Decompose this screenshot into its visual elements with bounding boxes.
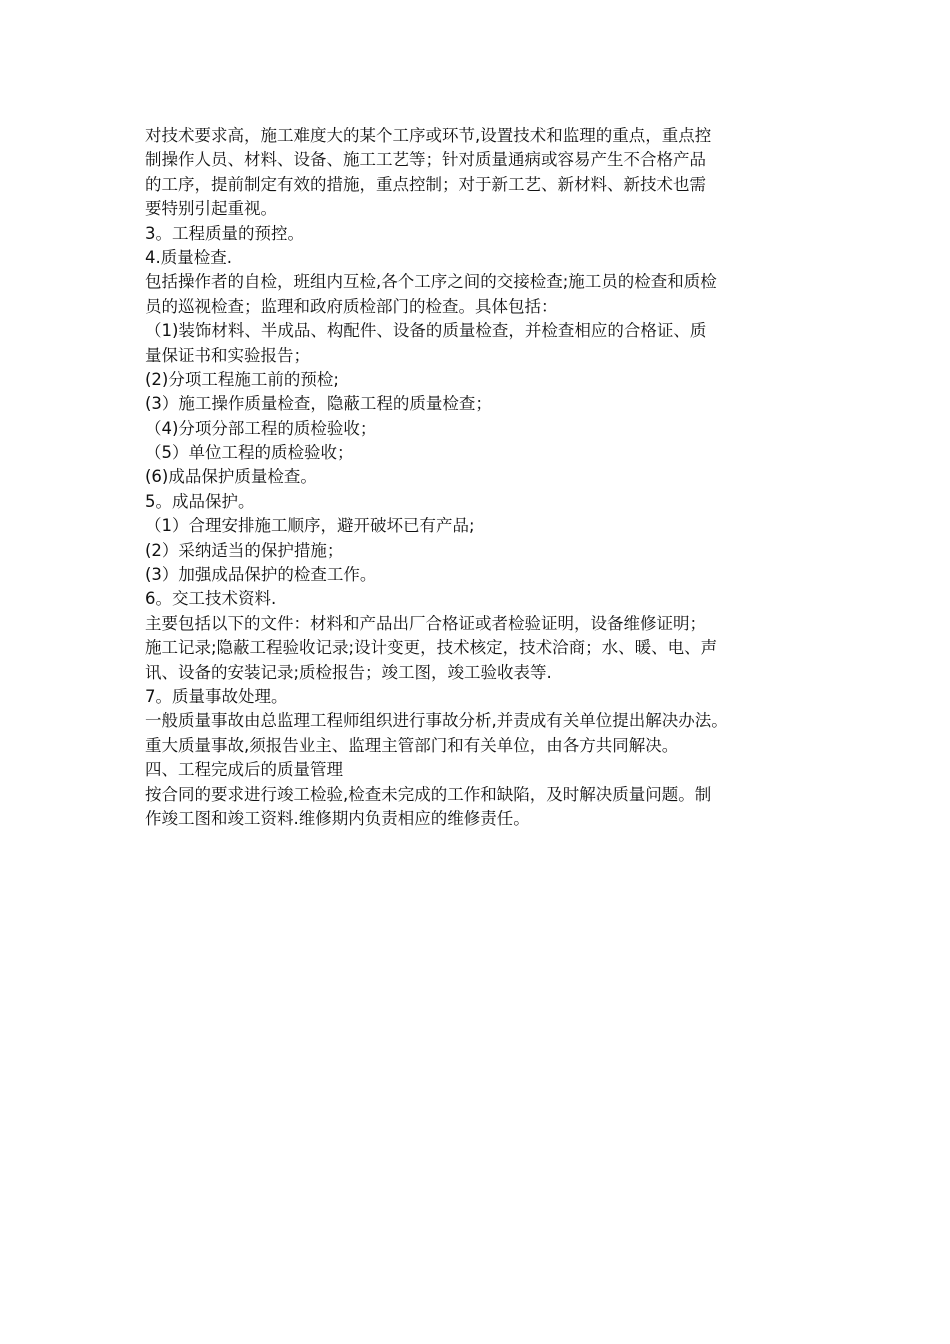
list-item: （5）单位工程的质检验收； xyxy=(145,443,354,463)
text-line: 按合同的要求进行竣工检验,检查未完成的工作和缺陷，及时解决质量问题。制 xyxy=(145,784,712,804)
text-line: 包括操作者的自检，班组内互检,各个工序之间的交接检查;施工员的检查和质检 xyxy=(145,272,717,292)
document-body xyxy=(145,124,825,831)
text-line: 主要包括以下的文件：材料和产品出厂合格证或者检验证明，设备维修证明； xyxy=(145,613,706,633)
list-item: （4)分项分部工程的质检验收； xyxy=(145,418,377,438)
list-item: (2)分项工程施工前的预检; xyxy=(145,369,339,389)
section-heading: 4.质量检查. xyxy=(145,247,232,267)
section-heading: 3。工程质量的预控。 xyxy=(145,223,304,243)
text-line: 作竣工图和竣工资料.维修期内负责相应的维修责任。 xyxy=(145,808,530,828)
text-line: 制操作人员、材料、设备、施工工艺等；针对质量通病或容易产生不合格产品 xyxy=(145,150,706,170)
text-line: 员的巡视检查；监理和政府质检部门的检查。具体包括： xyxy=(145,296,558,316)
text-line: 量保证书和实验报告； xyxy=(145,345,310,365)
list-item: （1)装饰材料、半成品、构配件、设备的质量检查，并检查相应的合格证、质 xyxy=(145,321,707,341)
text-line: 对技术要求高，施工难度大的某个工序或环节,设置技术和监理的重点，重点控 xyxy=(145,126,712,145)
list-item: (6)成品保护质量检查。 xyxy=(145,467,317,487)
list-item: (2）采纳适当的保护措施； xyxy=(145,540,344,560)
text-line: 要特别引起重视。 xyxy=(145,199,277,219)
list-item: (3）施工操作质量检查，隐蔽工程的质量检查； xyxy=(145,394,492,414)
list-item: (3）加强成品保护的检查工作。 xyxy=(145,565,377,585)
list-item: （1）合理安排施工顺序，避开破坏已有产品; xyxy=(145,516,475,536)
text-line: 施工记录;隐蔽工程验收记录;设计变更，技术核定，技术洽商；水、暖、电、声 xyxy=(145,638,718,658)
section-heading: 四、工程完成后的质量管理 xyxy=(145,760,343,780)
section-heading: 7。质量事故处理。 xyxy=(145,686,288,706)
text-line: 重大质量事故,须报告业主、监理主管部门和有关单位，由各方共同解决。 xyxy=(145,735,679,755)
section-heading: 6。交工技术资料. xyxy=(145,589,277,609)
text-line: 的工序，提前制定有效的措施，重点控制；对于新工艺、新材料、新技术也需 xyxy=(145,174,706,194)
section-heading: 5。成品保护。 xyxy=(145,491,255,511)
text-line: 一般质量事故由总监理工程师组织进行事故分析,并责成有关单位提出解决办法。 xyxy=(145,711,728,731)
text-line: 讯、设备的安装记录;质检报告；竣工图，竣工验收表等. xyxy=(145,662,552,682)
